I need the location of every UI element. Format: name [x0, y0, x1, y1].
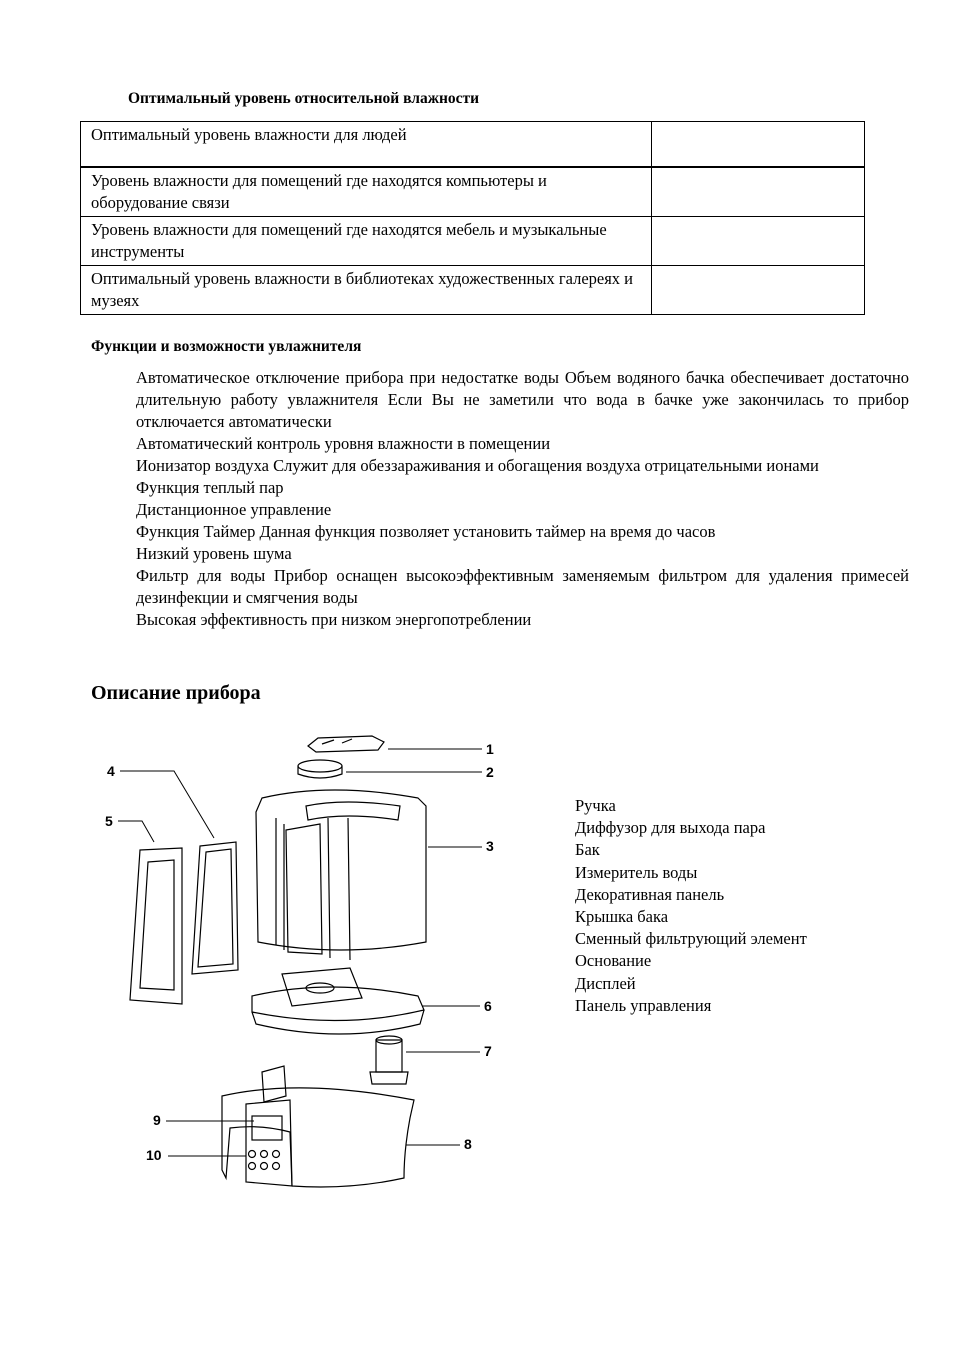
button-icon [273, 1151, 280, 1158]
cartridge-body [376, 1040, 402, 1072]
table-cell-label: Оптимальный уровень влажности для людей [81, 122, 652, 168]
part-label: Измеритель воды [575, 862, 698, 882]
panel-inner [140, 860, 174, 990]
list-item: Ионизатор воздуха Служит для обеззараживания и обогащения воздуха отрицательными ионами [136, 456, 819, 475]
part-label: Дисплей [575, 973, 636, 993]
list-item: Фильтр для воды Прибор оснащен высокоэффективным заменяемым фильтром для удаления примесей дезинфекции и смягчения воды [136, 566, 909, 607]
functions-section-title: Функции и возможности увлажнителя [91, 338, 362, 355]
features-list [136, 367, 909, 631]
button-icon [261, 1151, 268, 1158]
handle-part [308, 736, 384, 752]
button-icon [249, 1151, 256, 1158]
base-handle [262, 1066, 286, 1102]
callout-number: 10 [146, 1147, 162, 1163]
part-label: Декоративная панель [575, 884, 725, 904]
callout-line-5 [118, 821, 154, 842]
tank-edge [276, 818, 284, 950]
callout-number: 7 [484, 1043, 492, 1059]
table-cell-value [652, 266, 865, 315]
list-item: Низкий уровень шума [136, 544, 292, 563]
part-label: Крышка бака [575, 907, 669, 927]
table-cell-value [652, 167, 865, 217]
parts-list [575, 795, 807, 1017]
base-body [222, 1088, 414, 1187]
button-icon [249, 1163, 256, 1170]
button-icon [273, 1163, 280, 1170]
callout-line-4 [120, 771, 214, 838]
list-item: Дистанционное управление [136, 500, 332, 519]
list-item: Автоматическое отключение прибора при недостатке воды Объем водяного бачка обеспечивает достаточно длительную работу увлажнителя Если Вы не заметили что вода в бачке уже закончилась то прибор отключается автоматически [136, 368, 909, 431]
list-item: Функция Таймер Данная функция позволяет установить таймер на время до часов [136, 522, 716, 541]
list-item: Автоматический контроль уровня влажности в помещении [136, 434, 551, 453]
water-meter-window [286, 824, 322, 954]
button-icon [261, 1163, 268, 1170]
diagram-drawing [130, 736, 426, 1187]
part-label: Диффузор для выхода пара [575, 818, 766, 838]
table-row [81, 217, 865, 266]
description-section-title: Описание прибора [91, 682, 261, 704]
table-cell-value [652, 217, 865, 266]
callout-number: 4 [107, 763, 115, 779]
part-label: Панель управления [575, 995, 712, 1015]
tank-seam [328, 818, 350, 960]
table-row [81, 167, 865, 217]
handle-detail [322, 739, 352, 744]
callout-number: 8 [464, 1136, 472, 1152]
cartridge-base [370, 1072, 408, 1084]
table-row [81, 122, 865, 168]
callout-number: 2 [486, 764, 494, 780]
callout-number: 3 [486, 838, 494, 854]
humidity-table [80, 121, 865, 315]
cover-side [252, 1010, 424, 1034]
callout-number: 5 [105, 813, 113, 829]
front-panel [246, 1100, 292, 1186]
humidity-section-title: Оптимальный уровень относительной влажности [128, 90, 480, 107]
callout-number: 1 [486, 741, 494, 757]
part-label: Сменный фильтрующий элемент [575, 929, 807, 949]
diffuser-top [298, 760, 342, 772]
table-row [81, 266, 865, 315]
humidifier-exploded-diagram [0, 720, 560, 1200]
table-cell-label: Уровень влажности для помещений где находятся компьютеры и оборудование связи [81, 167, 652, 217]
list-item: Функция теплый пар [136, 478, 284, 497]
filter-inner [198, 849, 233, 967]
cover-top [252, 987, 424, 1021]
part-label: Основание [575, 951, 652, 971]
table-cell-label: Оптимальный уровень влажности в библиотеках художественных галереях и музеях [81, 266, 652, 315]
callout-number: 9 [153, 1112, 161, 1128]
list-item: Высокая эффективность при низком энергопотреблении [136, 610, 532, 629]
table-cell-value [652, 122, 865, 168]
tank-body [256, 790, 426, 950]
callout-number: 6 [484, 998, 492, 1014]
part-label: Бак [575, 840, 600, 860]
table-cell-label: Уровень влажности для помещений где находятся мебель и музыкальные инструменты [81, 217, 652, 266]
part-label: Ручка [575, 796, 616, 815]
tank-top-opening [306, 802, 400, 820]
